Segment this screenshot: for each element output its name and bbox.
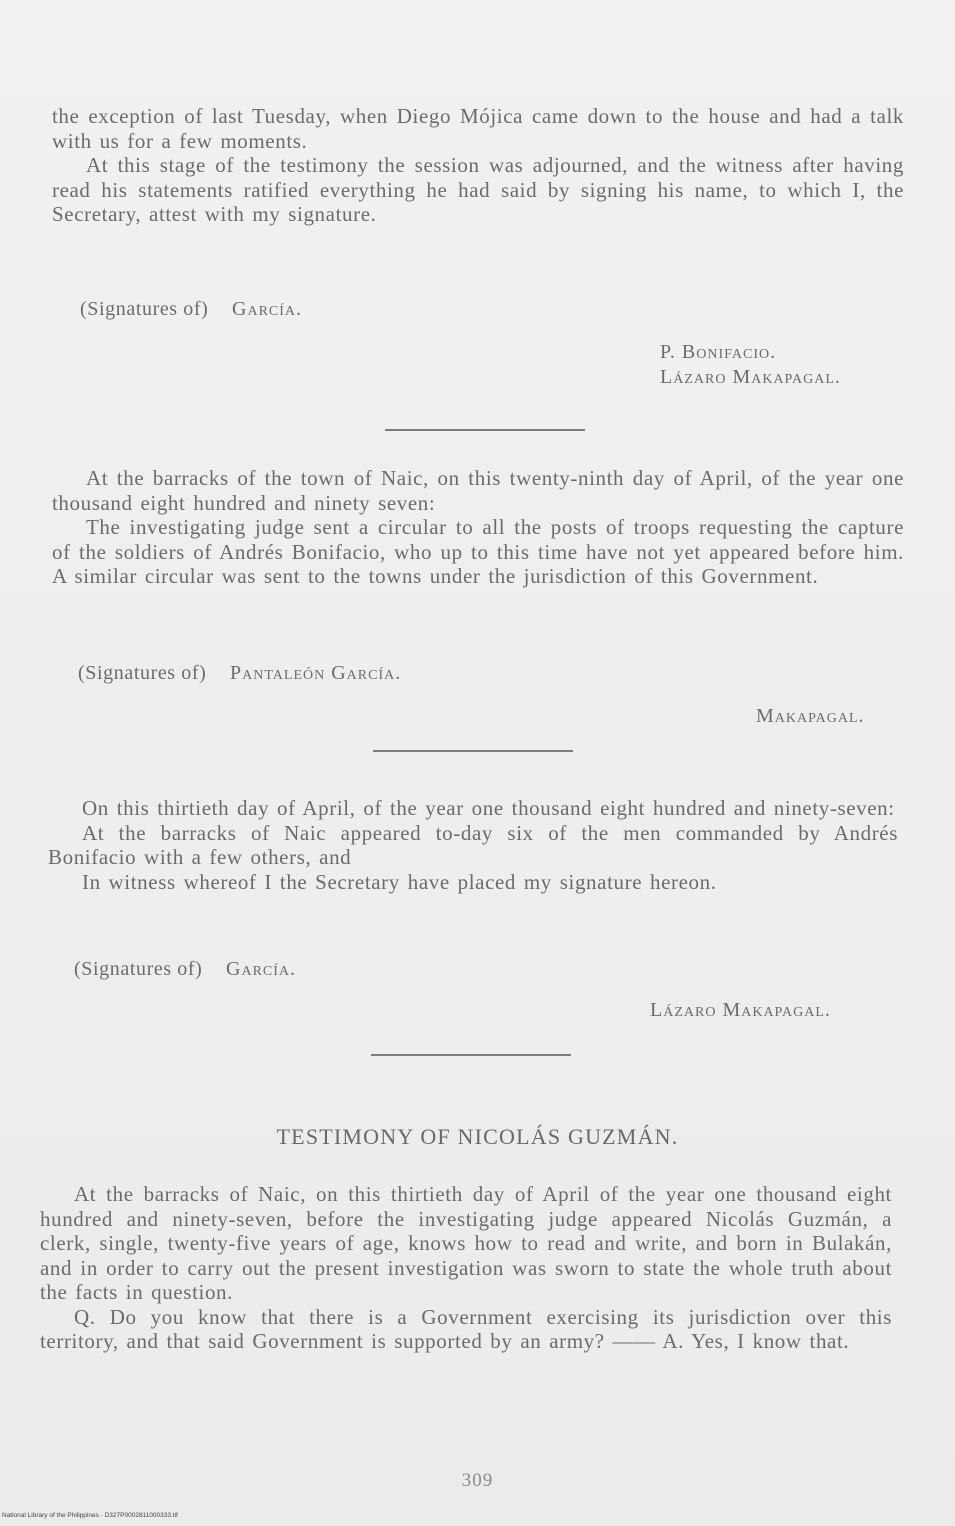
signature-block-3 (74, 958, 296, 981)
paragraph-7: In witness whereof I the Secretary have placed my signature hereon. (82, 869, 717, 894)
signature-block-1 (80, 298, 302, 321)
paragraph-9: Q. Do you know that there is a Government exercising its jurisdiction over this territory, and that said Government is supported by an army? —— A. Yes, I know that. (40, 1304, 892, 1353)
paragraph-6: At the barracks of Naic appeared to-day six of the men commanded by Andrés Bonifacio with a few others, and (48, 820, 898, 869)
signatures-label: (Signatures of) (78, 662, 207, 684)
paragraph-1: the exception of last Tuesday, when Diego Mójica came down to the house and had a talk with us for a few moments. (52, 104, 904, 153)
signatures-label: (Signatures of) (80, 298, 209, 320)
paragraph-5: On this thirtieth day of April, of the year one thousand eight hundred and ninety-seven: (82, 796, 895, 820)
signature-makapagal: Lázaro Makapagal. (650, 999, 831, 1021)
paragraph-8: At the barracks of Naic, on this thirtieth day of April of the year one thousand eight hundred and ninety-seven, before the investigating judge appeared Nicolás Guzmán, a clerk, single, twenty-five years of age, knows how to read and write, and born in Bulakán, and in order to carry out the present investigation was sworn to state the whole truth about the facts in question. (40, 1182, 892, 1304)
signatures-label: (Signatures of) (74, 958, 203, 980)
signature-bonifacio: P. Bonifacio. (660, 341, 777, 363)
paragraph-4: The investigating judge sent a circular to all the posts of troops requesting the capture of the soldiers of Andrés Bonifacio, who up to this time have not yet appeared before him. A similar circular was sent to the towns under the jurisdiction of this Government. (52, 515, 904, 588)
archive-footer: National Library of the Philippines · D327P0002811000333.tif (2, 1512, 178, 1519)
signature-right-3 (650, 998, 831, 1023)
page-number: 309 (461, 1470, 494, 1491)
testimony-body (40, 1182, 892, 1354)
signature-name: Pantaleón García. (230, 662, 402, 684)
signature-name: García. (232, 298, 303, 320)
paragraph-2: At this stage of the testimony the session was adjourned, and the witness after having read his statements ratified everything he had said by signing his name, to which I, the Secretary, attest with my signature. (52, 153, 904, 226)
section-divider-2 (373, 750, 573, 752)
paragraph-3: At the barracks of the town of Naic, on this twenty-ninth day of April, of the year one thousand eight hundred and ninety seven: (52, 466, 904, 515)
entry-april-29 (52, 466, 904, 589)
entry-april-30 (48, 796, 898, 894)
signature-name: García. (226, 958, 297, 980)
testimony-heading: TESTIMONY OF NICOLÁS GUZMÁN. (276, 1124, 679, 1149)
signature-right-2 (756, 704, 865, 729)
signature-right-1 (660, 340, 841, 390)
signature-makapagal: Makapagal. (756, 705, 865, 727)
section-divider-1 (385, 429, 585, 431)
section-divider-3 (371, 1054, 571, 1056)
signature-makapagal: Lázaro Makapagal. (660, 366, 841, 388)
signature-block-2 (78, 662, 401, 685)
paragraph-continuation (52, 104, 904, 227)
